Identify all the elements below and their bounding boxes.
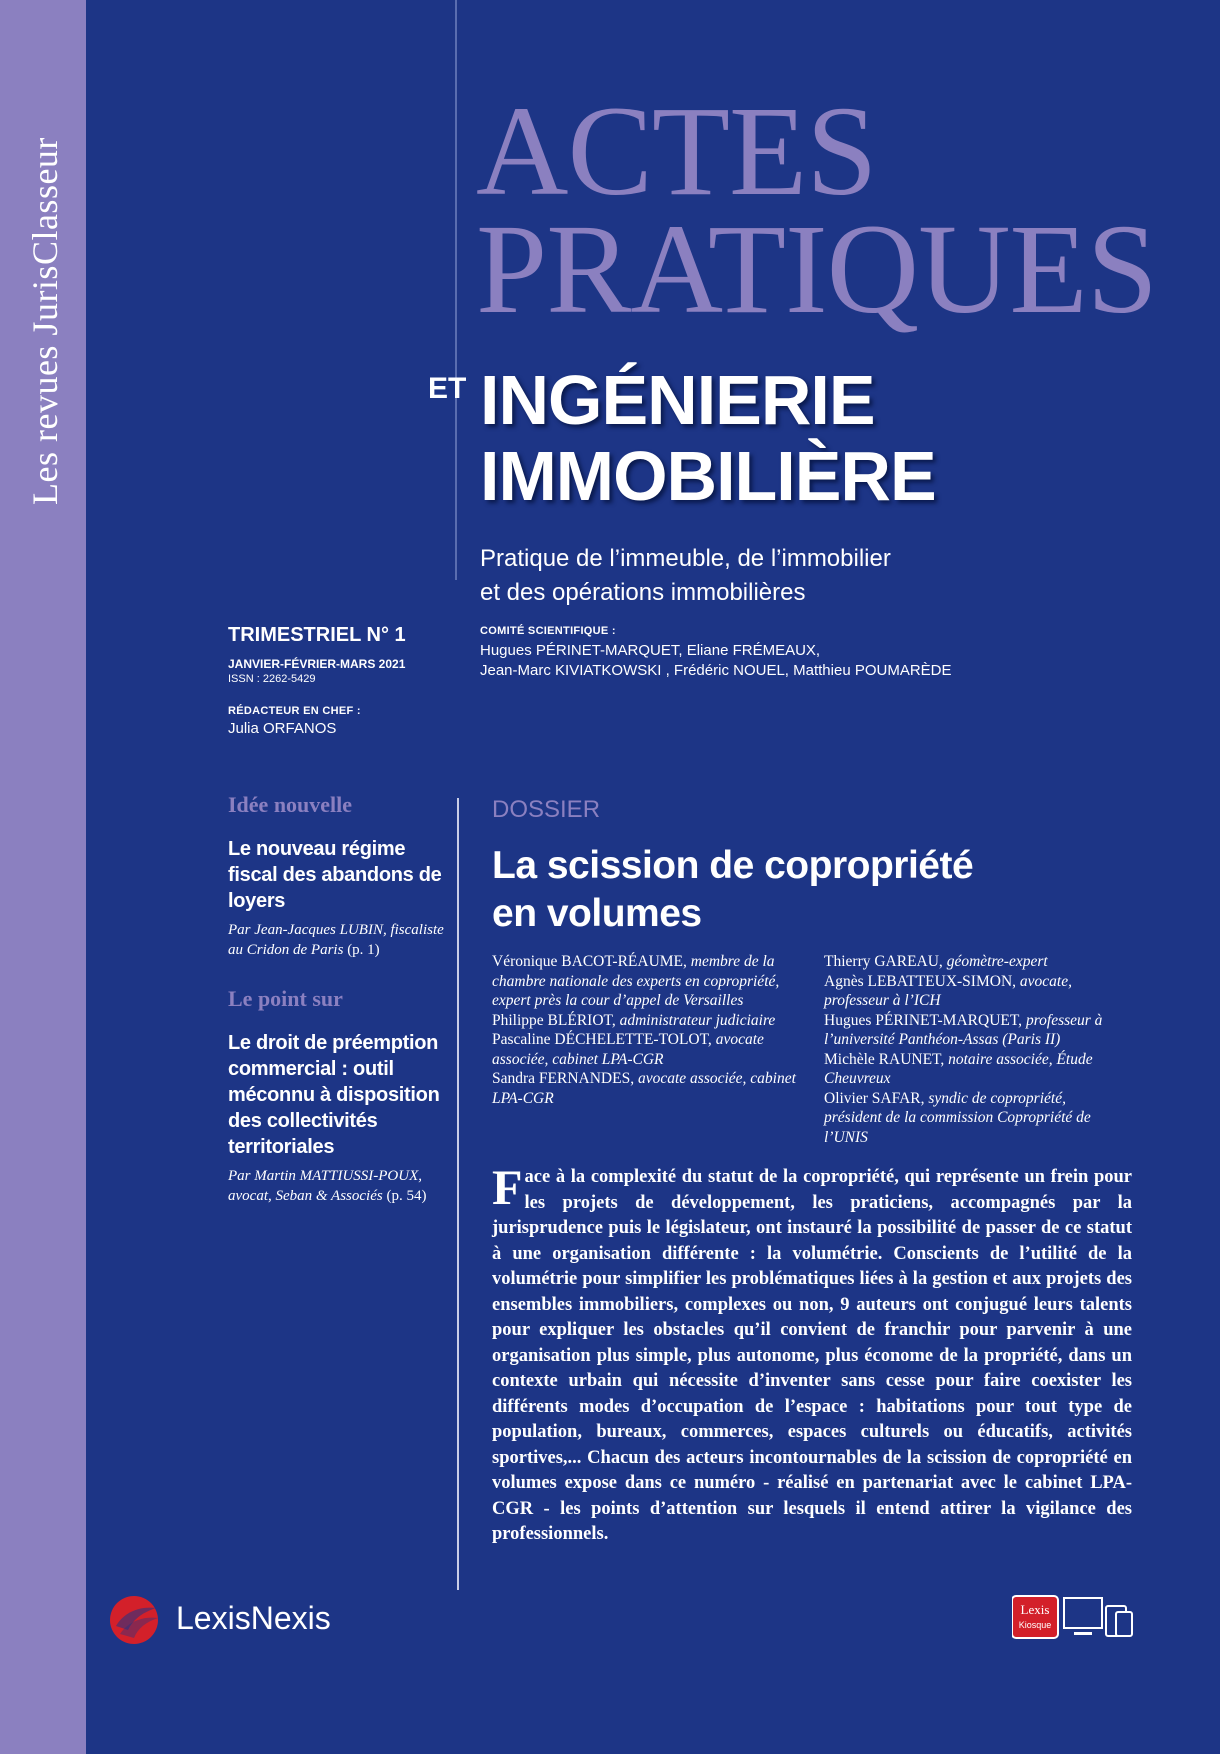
contributor-role: professeur à l’université Panthéon-Assas (Paris II) bbox=[824, 1011, 1103, 1048]
chief-editor-name: Julia ORFANOS bbox=[228, 720, 337, 737]
contributor-role: avocate, professeur à l’ICH bbox=[824, 972, 1072, 1009]
contributor-entry bbox=[824, 972, 1124, 1011]
scientific-committee bbox=[480, 625, 1040, 681]
tagline-line1: Pratique de l’immeuble, de l’immobilier bbox=[480, 545, 891, 572]
abstract-text: ace à la complexité du statut de la copropriété, qui représente un frein pour les projets de développement, les praticiens, accompagnés par la jurisprudence puis le législateur, ont instauré la possibilité de passer de ce statut à une organisation différente : la volumétrie. Conscients de l’utilité de la volumétrie pour simplifier les problématiques liées à la gestion et aux projets des ensembles immobiliers, complexes ou non, 9 auteurs ont conjugué leurs talents pour expliquer les obstacles qu’il convient de franchir pour parvenir à une organisation plus simple, plus autonome, plus économe de la propriété, dans un contexte urbain qui nécessite d’inventer sans cesse pour faire coexister les différents modes d’occupation de l’espace : habitations pour tout type de population, bureaux, commerces, espaces culturels ou éducatifs, activités sportives,... Chacun des acteurs incontournables de la scission de copropriété en volumes expose dans ce numéro - réalisé en partenariat avec le cabinet LPA-CGR - les points d’attention sur lesquels il entend attirer la vigilance des professionnels. bbox=[492, 1167, 1132, 1544]
contributor-role: membre de la chambre nationale des experts en copropriété, expert près la cour d’appel de Versailles bbox=[492, 953, 780, 1009]
contributor-name: Agnès LEBATTEUX-SIMON, bbox=[824, 972, 1017, 990]
contributor-name: Véronique BACOT-RÉAUME, bbox=[492, 953, 687, 970]
contributor-name: Sandra FERNANDES, bbox=[492, 1070, 635, 1087]
title-line-immobiliere: IMMOBILIÈRE bbox=[480, 437, 936, 515]
kiosque-line1: Lexis bbox=[1020, 1602, 1050, 1617]
title-line-actes: ACTES bbox=[476, 80, 877, 222]
journal-title bbox=[476, 80, 1157, 340]
contributor-name: Hugues PÉRINET-MARQUET, bbox=[824, 1011, 1023, 1029]
tagline-line2: et des opérations immobilières bbox=[480, 579, 806, 606]
issue-info bbox=[228, 624, 443, 737]
title-line-ingenierie: INGÉNIERIE bbox=[480, 361, 875, 439]
chief-editor-label: RÉDACTEUR EN CHEF : bbox=[228, 705, 361, 717]
article-title-2: Le droit de préemption commercial : outil méconnu à disposition des collectivités territoriales bbox=[228, 1032, 440, 1158]
drop-cap: F bbox=[492, 1159, 523, 1215]
lexisnexis-logo bbox=[106, 1592, 366, 1646]
title-et: ET bbox=[428, 372, 467, 405]
issn: ISSN : 2262-5429 bbox=[228, 673, 316, 685]
committee-line1: Hugues PÉRINET-MARQUET, Eliane FRÉMEAUX, bbox=[480, 642, 821, 659]
contributor-entry bbox=[824, 1050, 1124, 1089]
committee-members bbox=[480, 641, 1040, 681]
kiosque-devices-icon bbox=[1012, 1592, 1134, 1642]
committee-label: COMITÉ SCIENTIFIQUE : bbox=[480, 625, 616, 637]
divider-top bbox=[455, 0, 457, 580]
dossier-title bbox=[492, 842, 1052, 938]
contributor-name: Pascaline DÉCHELETTE-TOLOT, bbox=[492, 1031, 712, 1048]
article-author-2 bbox=[228, 1166, 448, 1206]
contributor-role: géomètre-expert bbox=[946, 953, 1048, 970]
title-line-pratiques: PRATIQUES bbox=[476, 198, 1157, 340]
contributor-entry bbox=[824, 952, 1124, 972]
contributor-name: Michèle RAUNET, bbox=[824, 1050, 945, 1068]
committee-line2: Jean-Marc KIVIATKOWSKI , Frédéric NOUEL, Matthieu POUMARÈDE bbox=[480, 662, 952, 679]
contributor-name: Thierry GAREAU, bbox=[824, 953, 943, 970]
contributor-role: notaire associée, Étude Cheuvreux bbox=[824, 1050, 1093, 1087]
article-page-1: (p. 1) bbox=[347, 942, 380, 958]
contributor-name: Philippe BLÉRIOT, bbox=[492, 1011, 616, 1029]
dossier-title-line1: La scission de copropriété bbox=[492, 844, 974, 887]
contributor-entry bbox=[492, 1069, 812, 1108]
contributors-right bbox=[824, 952, 1124, 1147]
issue-period: JANVIER-FÉVRIER-MARS 2021 bbox=[228, 657, 406, 671]
issue-frequency: TRIMESTRIEL N° 1 bbox=[228, 624, 406, 646]
contributor-role: avocate associée, cabinet LPA-CGR bbox=[492, 1031, 764, 1068]
section-head-idee-nouvelle: Idée nouvelle bbox=[228, 792, 353, 817]
dossier-label: DOSSIER bbox=[492, 796, 601, 823]
article-author-1-text: Par Jean-Jacques LUBIN, fiscaliste au Cridon de Paris bbox=[228, 922, 444, 958]
article-author-1 bbox=[228, 920, 448, 960]
divider-middle bbox=[457, 798, 459, 1590]
dossier-title-line2: en volumes bbox=[492, 892, 702, 935]
contributor-entry bbox=[492, 1030, 812, 1069]
contributor-role: administrateur judiciaire bbox=[619, 1011, 776, 1029]
kiosque-line2: Kiosque bbox=[1018, 1620, 1052, 1630]
contributor-entry bbox=[492, 952, 812, 1011]
contributor-entry bbox=[492, 1011, 812, 1031]
contributors-left bbox=[492, 952, 812, 1108]
contributor-entry bbox=[824, 1089, 1124, 1148]
dossier-abstract bbox=[492, 1159, 1132, 1548]
lexis-kiosque-badge bbox=[1012, 1592, 1134, 1642]
contributor-name: Olivier SAFAR, bbox=[824, 1089, 925, 1107]
article-title-1: Le nouveau régime fiscal des abandons de loyers bbox=[228, 838, 442, 912]
contributor-role: syndic de copropriété, président de la commission Copropriété de l’UNIS bbox=[824, 1089, 1091, 1146]
publisher-name: LexisNexis bbox=[176, 1600, 331, 1636]
sidebar-articles bbox=[228, 792, 448, 1206]
journal-subtitle-title bbox=[480, 362, 936, 514]
section-head-le-point-sur: Le point sur bbox=[228, 986, 343, 1011]
article-page-2: (p. 54) bbox=[386, 1188, 427, 1204]
contributor-entry bbox=[824, 1011, 1124, 1050]
lexisnexis-emblem-icon bbox=[106, 1592, 166, 1646]
contributor-role: avocate associée, cabinet LPA-CGR bbox=[492, 1070, 796, 1107]
article-author-2-text: Par Martin MATTIUSSI-POUX, avocat, Seban & Associés bbox=[228, 1168, 423, 1204]
series-label: Les revues JurisClasseur bbox=[25, 137, 65, 505]
journal-tagline bbox=[480, 542, 1020, 610]
